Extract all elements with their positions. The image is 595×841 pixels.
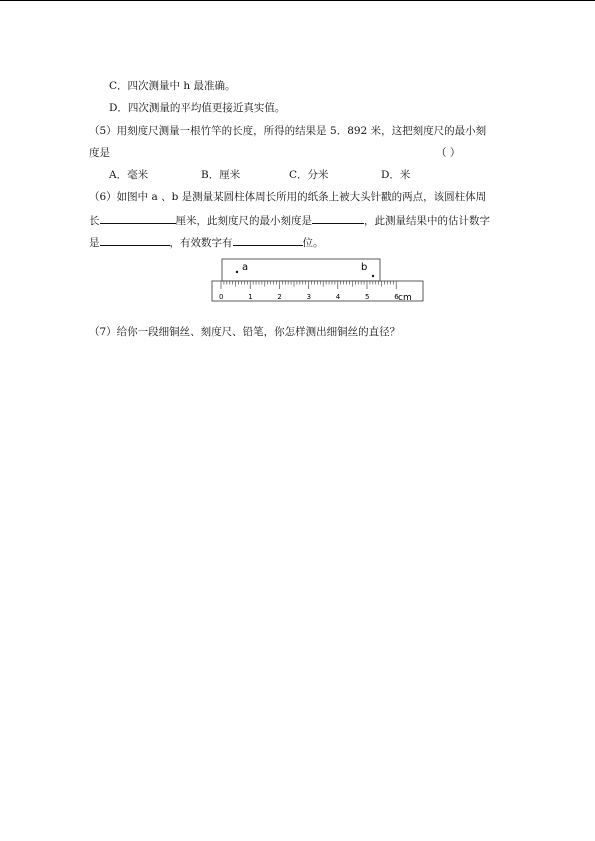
option-c-line: C．四次测量中 h 最准确。 <box>109 80 236 92</box>
pin-hole-b <box>372 275 374 277</box>
question-6-line3 <box>89 234 324 250</box>
answer-bracket: （ ） <box>436 147 461 159</box>
blank-circumference[interactable] <box>100 212 176 224</box>
ruler-tick-label: 5 <box>365 293 370 301</box>
q6-text-wei: 位。 <box>302 237 324 249</box>
q5-option-b: B．厘米 <box>201 169 241 181</box>
q6-text-chang: 长 <box>89 215 100 227</box>
q5-option-c: C．分米 <box>289 169 329 181</box>
blank-estimate-digit[interactable] <box>100 234 170 246</box>
q5-option-a: A．毫米 <box>109 169 149 181</box>
ruler-tick-label: 6 <box>394 293 399 301</box>
question-7: （7）给你一段细铜丝、刻度尺、铅笔，你怎样测出细铜丝的直径？ <box>89 326 401 338</box>
point-b-label: b <box>361 262 368 273</box>
question-5-line2: 度是 <box>89 147 110 159</box>
question-6-line1: （6）如图中 a 、b 是测量某圆柱体周长所用的纸条上被大头针戳的两点，该圆柱体周 <box>89 191 487 203</box>
question-5-line1: （5）用刻度尺测量一根竹竿的长度，所得的结果是 5．892 米，这把刻度尺的最小刻 <box>89 125 487 137</box>
point-a-label: a <box>242 262 249 273</box>
unit-label: cm <box>398 293 412 303</box>
q6-text-min-division: 厘米，此刻度尺的最小刻度是 <box>175 215 312 227</box>
q6-text-sig-figs: ，有效数字有 <box>169 237 233 249</box>
ruler-tick-label: 3 <box>306 293 312 301</box>
ruler-tick-label: 4 <box>335 293 341 301</box>
blank-sig-figs[interactable] <box>233 234 303 246</box>
option-d-line: D．四次测量的平均值更接近真实值。 <box>109 102 286 114</box>
q6-text-estimate: ，此测量结果中的估计数字 <box>364 215 490 227</box>
q5-option-d: D．米 <box>381 169 411 181</box>
ruler-tick-label: 1 <box>248 293 253 301</box>
pin-hole-a <box>236 271 238 273</box>
blank-min-division[interactable] <box>312 212 364 224</box>
ruler-tick-label: 0 <box>219 293 224 301</box>
page-top-border <box>0 0 595 1</box>
ruler-figure <box>210 258 426 304</box>
q6-text-shi: 是 <box>89 237 100 249</box>
question-6-line2 <box>89 212 490 228</box>
ruler-tick-label: 2 <box>277 293 282 301</box>
